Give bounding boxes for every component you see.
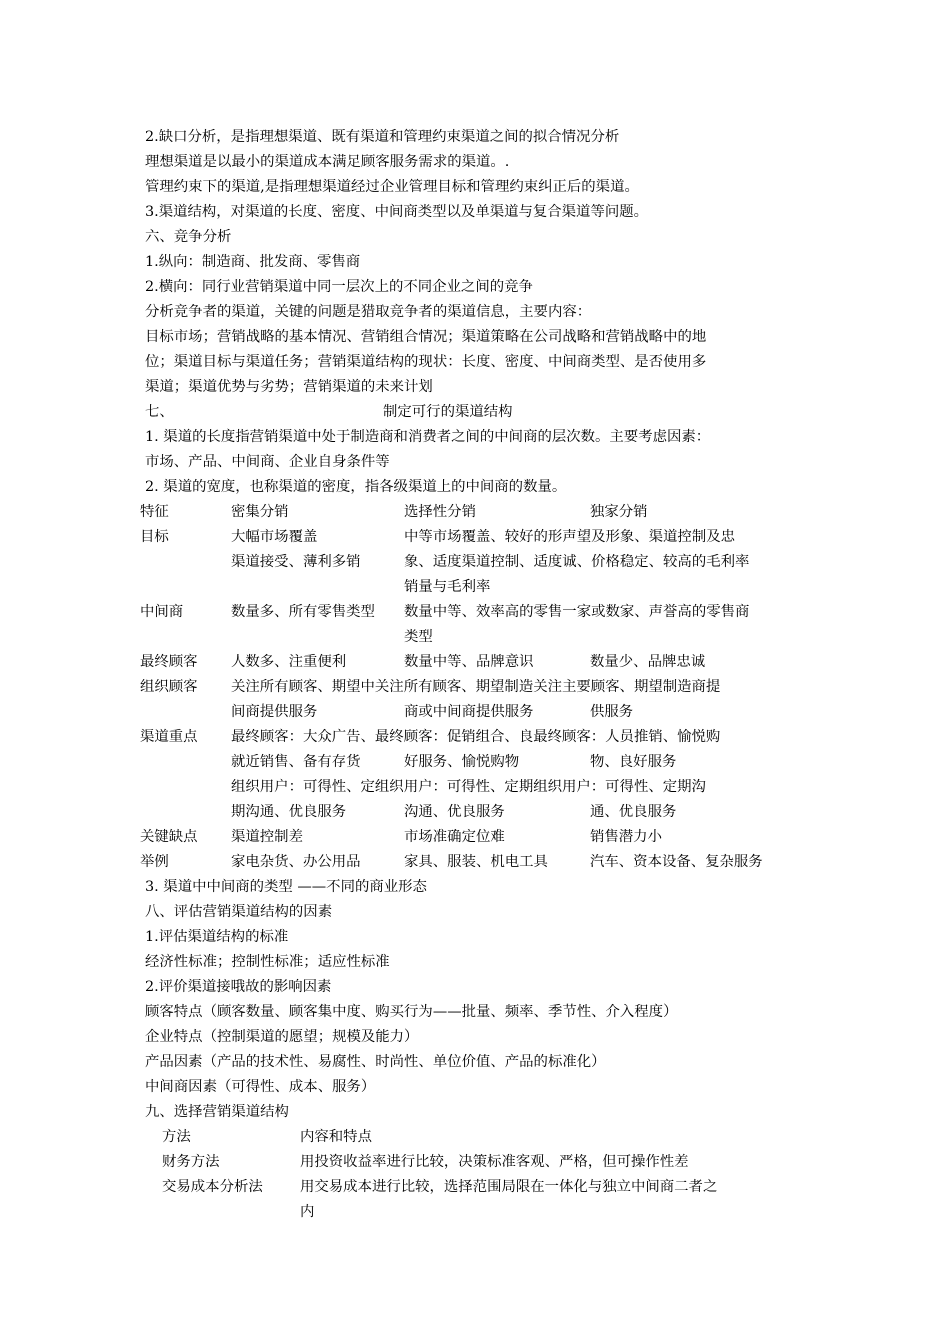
text-line: 2.缺口分析，是指理想渠道、既有渠道和管理约束渠道之间的拟合情况分析: [145, 129, 620, 145]
row-label: 交易成本分析法: [162, 1179, 263, 1195]
table-cell: 市场准确定位难: [404, 829, 505, 845]
text-line: 2.评价渠道接哦故的影响因素: [145, 979, 332, 995]
table-header: 独家分销: [590, 504, 648, 520]
table-header: 密集分销: [231, 504, 289, 520]
table-cell: 最终顾客：大众广告、最终顾客：促销组合、良最终顾客：人员推销、愉悦购: [231, 729, 721, 745]
text-line: 经济性标准；控制性标准；适应性标准: [145, 954, 390, 970]
table-cell: 商或中间商提供服务: [404, 704, 534, 720]
text-line: 管理约束下的渠道,是指理想渠道经过企业管理目标和管理约束纠正后的渠道。: [145, 179, 639, 195]
text-line: 位；渠道目标与渠道任务；营销渠道结构的现状：长度、密度、中间商类型、是否使用多: [145, 354, 707, 370]
table-cell: 汽车、资本设备、复杂服务: [590, 854, 763, 870]
table-header: 内容和特点: [300, 1129, 372, 1145]
row-label: 关键缺点: [140, 829, 198, 845]
table-cell: 沟通、优良服务: [404, 804, 505, 820]
table-header: 方法: [162, 1129, 191, 1145]
text-line: 3.渠道结构，对渠道的长度、密度、中间商类型以及单渠道与复合渠道等问题。: [145, 204, 649, 220]
text-line: 1.评估渠道结构的标准: [145, 929, 289, 945]
section-title: 制定可行的渠道结构: [383, 404, 513, 420]
table-cell: 销量与毛利率: [404, 579, 491, 595]
table-header: 特征: [140, 504, 169, 520]
table-cell: 类型: [404, 629, 433, 645]
table-cell: 象、适度渠道控制、适度诚、价格稳定、较高的毛利率: [404, 554, 750, 570]
table-cell: 销售潜力小: [590, 829, 662, 845]
text-line: 分析竞争者的渠道，关键的问题是猎取竞争者的渠道信息，主要内容：: [145, 304, 592, 320]
row-label: 中间商: [140, 604, 184, 620]
row-label: 财务方法: [162, 1154, 220, 1170]
text-line: 中间商因素（可得性、成本、服务）: [145, 1079, 376, 1095]
table-cell: 渠道接受、薄利多销: [231, 554, 361, 570]
text-line: 目标市场；营销战略的基本情况、营销组合情况；渠道策略在公司战略和营销战略中的地: [145, 329, 707, 345]
section-heading: 九、选择营销渠道结构: [145, 1104, 289, 1120]
row-label: 目标: [140, 529, 169, 545]
table-cell: 物、良好服务: [590, 754, 677, 770]
text-line: 渠道；渠道优势与劣势；营销渠道的未来计划: [145, 379, 433, 395]
table-cell: 供服务: [590, 704, 634, 720]
table-cell: 好服务、愉悦购物: [404, 754, 520, 770]
row-label: 最终顾客: [140, 654, 198, 670]
table-cell: 数量少、品牌忠诚: [590, 654, 706, 670]
table-cell: 大幅市场覆盖: [231, 529, 318, 545]
table-cell: 人数多、注重便利: [231, 654, 347, 670]
table-cell: 内: [300, 1204, 315, 1220]
row-label: 举例: [140, 854, 169, 870]
row-label: 组织顾客: [140, 679, 198, 695]
table-cell: 关注所有顾客、期望中关注所有顾客、期望制造关注主要顾客、期望制造商提: [231, 679, 721, 695]
text-line: 企业特点（控制渠道的愿望；规模及能力）: [145, 1029, 419, 1045]
table-cell: 渠道控制差: [231, 829, 303, 845]
text-line: 2. 渠道的宽度，也称渠道的密度，指各级渠道上的中间商的数量。: [145, 479, 567, 495]
section-heading: 八、评估营销渠道结构的因素: [145, 904, 333, 920]
section-number: 七、: [145, 404, 174, 420]
table-cell: 间商提供服务: [231, 704, 318, 720]
table-cell: 数量中等、品牌意识: [404, 654, 534, 670]
text-line: 产品因素（产品的技术性、易腐性、时尚性、单位价值、产品的标准化）: [145, 1054, 606, 1070]
table-cell: 家具、服装、机电工具: [404, 854, 548, 870]
section-heading-7: [145, 400, 513, 425]
row-label: 渠道重点: [140, 729, 198, 745]
table-cell: 中等市场覆盖、较好的形声望及形象、渠道控制及忠: [404, 529, 735, 545]
table-cell: 通、优良服务: [590, 804, 677, 820]
table-cell: 数量中等、效率高的零售一家或数家、声誉高的零售商: [404, 604, 750, 620]
text-line: 1. 渠道的长度指营销渠道中处于制造商和消费者之间的中间商的层次数。主要考虑因素：: [145, 429, 711, 445]
table-cell: 组织用户：可得性、定组织用户：可得性、定期组织用户：可得性、定期沟: [231, 779, 706, 795]
table-cell: 用投资收益率进行比较，决策标准客观、严格，但可操作性差: [300, 1154, 689, 1170]
table-cell: 期沟通、优良服务: [231, 804, 347, 820]
table-cell: 数量多、所有零售类型: [231, 604, 375, 620]
text-line: 市场、产品、中间商、企业自身条件等: [145, 454, 390, 470]
table-header: 选择性分销: [404, 504, 476, 520]
text-line: 顾客特点（顾客数量、顾客集中度、购买行为——批量、频率、季节性、介入程度）: [145, 1004, 678, 1020]
text-line: 2.横向：同行业营销渠道中同一层次上的不同企业之间的竞争: [145, 279, 533, 295]
text-line: 3. 渠道中中间商的类型 ——不同的商业形态: [145, 879, 427, 895]
table-cell: 用交易成本进行比较，选择范围局限在一体化与独立中间商二者之: [300, 1179, 718, 1195]
table-cell: 就近销售、备有存货: [231, 754, 361, 770]
text-line: 理想渠道是以最小的渠道成本满足顾客服务需求的渠道。.: [145, 154, 510, 170]
section-heading: 六、竞争分析: [145, 229, 232, 245]
text-line: 1.纵向：制造商、批发商、零售商: [145, 254, 361, 270]
table-cell: 家电杂货、办公用品: [231, 854, 361, 870]
